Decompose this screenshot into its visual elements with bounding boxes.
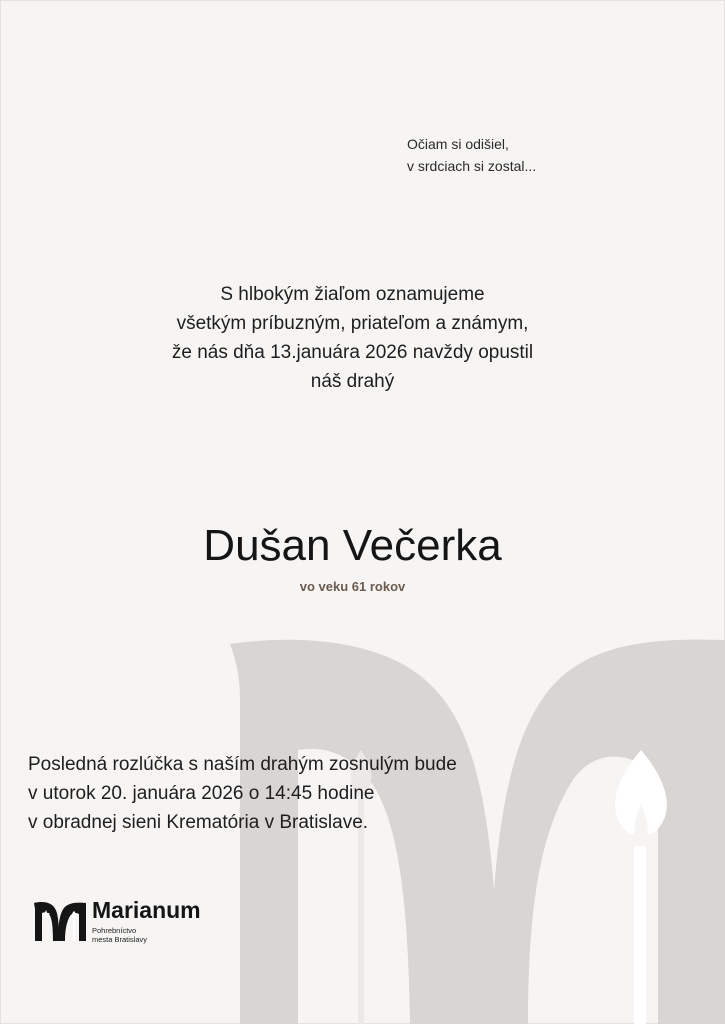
announcement-line: náš drahý — [310, 371, 395, 392]
announcement-line: S hlbokým žiaľom oznamujeme — [220, 284, 485, 305]
ceremony-line: Posledná rozlúčka s naším drahým zosnulým bude — [28, 754, 457, 775]
marianum-logo-icon — [34, 901, 86, 941]
announcement-line: že nás dňa 13.januára 2026 navždy opustil — [171, 342, 534, 363]
ceremony-line: v utorok 20. januára 2026 o 14:45 hodine — [28, 783, 375, 804]
logo-subtitle — [92, 926, 147, 944]
marianum-logo — [34, 898, 254, 944]
motto — [407, 133, 536, 177]
announcement — [100, 280, 605, 396]
motto-line-1: Očiam si odišiel, — [407, 136, 509, 152]
deceased-age: vo veku 61 rokov — [299, 579, 406, 594]
ceremony-line: v obradnej sieni Krematória v Bratislave. — [28, 812, 369, 833]
logo-subtitle-line-2: mesta Bratislavy — [92, 935, 148, 944]
deceased-name: Dušan Večerka — [203, 521, 502, 570]
announcement-line: všetkým príbuzným, priateľom a známym, — [176, 313, 529, 334]
logo-subtitle-line-1: Pohrebníctvo — [92, 926, 137, 935]
ceremony-details — [28, 750, 457, 837]
motto-line-2: v srdciach si zostal... — [407, 158, 537, 174]
logo-name: Marianum — [92, 897, 201, 923]
